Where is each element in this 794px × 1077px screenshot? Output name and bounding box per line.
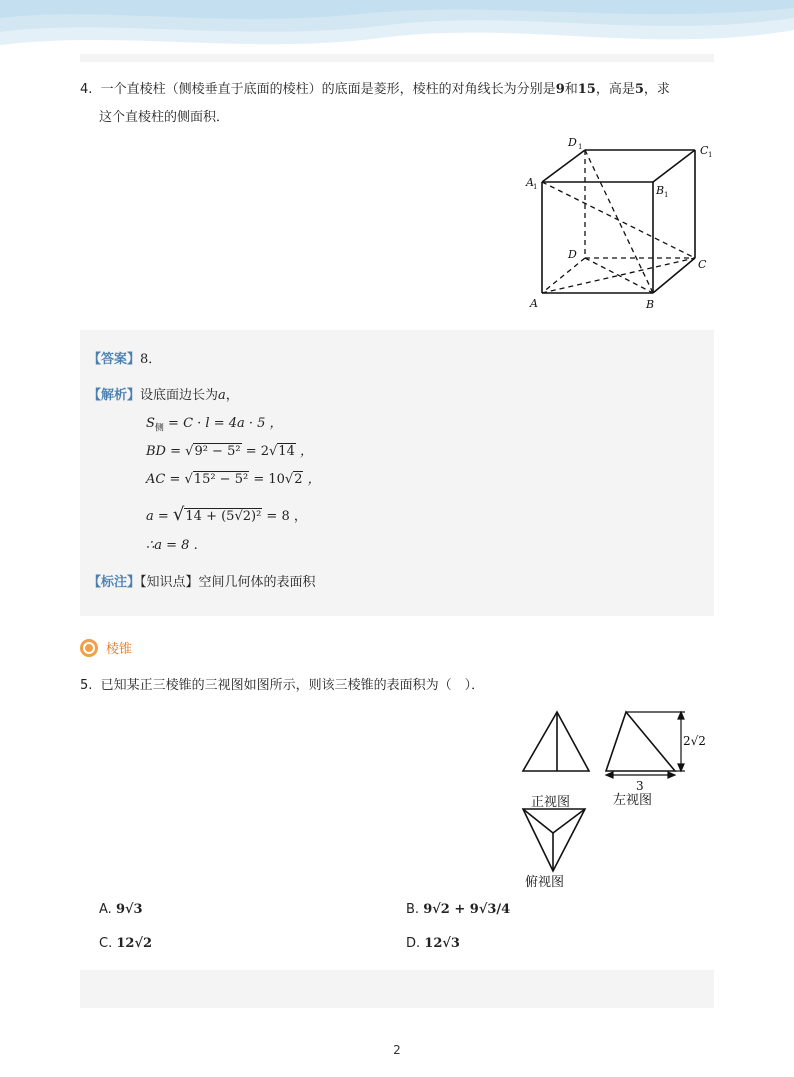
formula-BD-rhs: = 2: [241, 444, 269, 459]
formula-BD-radicand2: 14: [278, 444, 295, 459]
option-D[interactable]: [406, 936, 460, 951]
option-D-label: D.: [406, 936, 421, 951]
label-A: A: [530, 297, 538, 310]
label-A1-sub: 1: [533, 183, 538, 191]
answer-tag: 【答案】: [88, 352, 141, 367]
question-text-mid: ，高是: [595, 82, 635, 97]
formula-S-sub: 侧: [154, 423, 164, 434]
width-label: 3: [636, 779, 644, 793]
label-D1-sub: 1: [578, 143, 583, 151]
formula-AC: AC = √15² − 5² = 10√2 ，: [146, 472, 321, 487]
option-C[interactable]: [99, 936, 152, 951]
label-B: B: [646, 298, 655, 311]
note-tag: 【标注】: [88, 575, 141, 590]
label-D1: D: [568, 136, 577, 149]
question-4-line2: 这个直棱柱的侧面积．: [99, 110, 230, 125]
formula-a-radicand: 14 + (5√2)²: [185, 509, 262, 524]
option-C-label: C.: [99, 936, 113, 951]
note-text: 【知识点】空间几何体的表面积: [140, 575, 316, 590]
option-B-label: B.: [406, 902, 420, 917]
option-A-label: A.: [99, 902, 112, 917]
analysis-intro: [88, 386, 239, 406]
formula-AC-radicand2: 2: [294, 472, 303, 487]
label-D: D: [568, 248, 577, 261]
formula-BD-lhs: BD =: [146, 444, 186, 459]
question-text-end: ，求: [643, 82, 670, 97]
option-B-value: 9√2 + 9√3/4: [423, 902, 511, 917]
formula-AC-radicand: 15² − 5²: [193, 472, 249, 487]
formula-AC-end: ，: [303, 472, 321, 487]
option-C-value: 12√2: [116, 936, 153, 951]
note-line: [88, 573, 316, 593]
formula-S: S: [146, 416, 155, 431]
page-number: 2: [393, 1043, 401, 1057]
formula-conclusion: ∴a = 8 .: [146, 538, 198, 553]
option-A[interactable]: [99, 902, 143, 917]
option-A-value: 9√3: [115, 902, 143, 917]
option-B[interactable]: [406, 902, 510, 917]
formula-lateral-area: [146, 414, 283, 439]
formula-BD: BD = √9² − 5² = 2√14 ，: [146, 444, 313, 459]
value-9: 9: [555, 82, 565, 97]
formula-BD-radicand: 9² − 5²: [194, 444, 241, 459]
formula-a-rhs: = 8 ，: [262, 509, 307, 524]
option-D-value: 12√3: [424, 936, 460, 951]
answer-box-q5: [80, 970, 714, 1008]
height-label: 2√2: [683, 734, 706, 748]
analysis-intro-end: ，: [225, 388, 239, 403]
lightbulb-icon: [80, 639, 98, 657]
formula-lateral-rest: = C · l = 4a · 5 ，: [163, 416, 283, 431]
question-number: 4.: [80, 82, 93, 97]
question-number: 5.: [80, 678, 93, 693]
label-B1-sub: 1: [664, 191, 669, 199]
analysis-tag: 【解析】: [88, 388, 141, 403]
section-title: 棱锥: [106, 642, 133, 657]
label-C: C: [698, 258, 707, 271]
analysis-intro-text: 设底面边长为: [140, 388, 219, 403]
variable-a: a: [218, 388, 226, 403]
value-5: 5: [634, 82, 644, 97]
formula-a-lhs: a =: [146, 509, 173, 524]
question-text: 一个直棱柱（侧棱垂直于底面的棱柱）的底面是菱形，棱柱的对角线长为分别是: [100, 82, 556, 97]
label-B1: B: [656, 184, 665, 197]
answer-line: [88, 350, 161, 370]
formula-AC-rhs: = 10: [249, 472, 285, 487]
prism-figure: [520, 130, 720, 315]
top-view-label: 俯视图: [525, 875, 565, 890]
connector-text: 和: [564, 82, 578, 97]
question-4-line1: [80, 80, 720, 100]
answer-value: 8．: [140, 352, 162, 367]
label-C1: C: [700, 144, 709, 157]
label-C1-sub: 1: [708, 151, 713, 159]
header-wave-banner: [0, 0, 794, 62]
label-A1: A: [526, 176, 534, 189]
value-15: 15: [577, 82, 596, 97]
section-heading: [80, 638, 132, 657]
left-view-label: 左视图: [613, 793, 653, 808]
three-views-figure: [515, 705, 715, 895]
question-text: 已知某正三棱锥的三视图如图所示，则该三棱锥的表面积为（ ）．: [100, 678, 485, 693]
formula-AC-lhs: AC =: [146, 472, 185, 487]
formula-BD-end: ，: [295, 444, 313, 459]
front-view-label: 正视图: [531, 795, 571, 810]
formula-a: a = √14 + (5√2)² = 8 ，: [146, 504, 307, 525]
question-5: [80, 676, 484, 696]
